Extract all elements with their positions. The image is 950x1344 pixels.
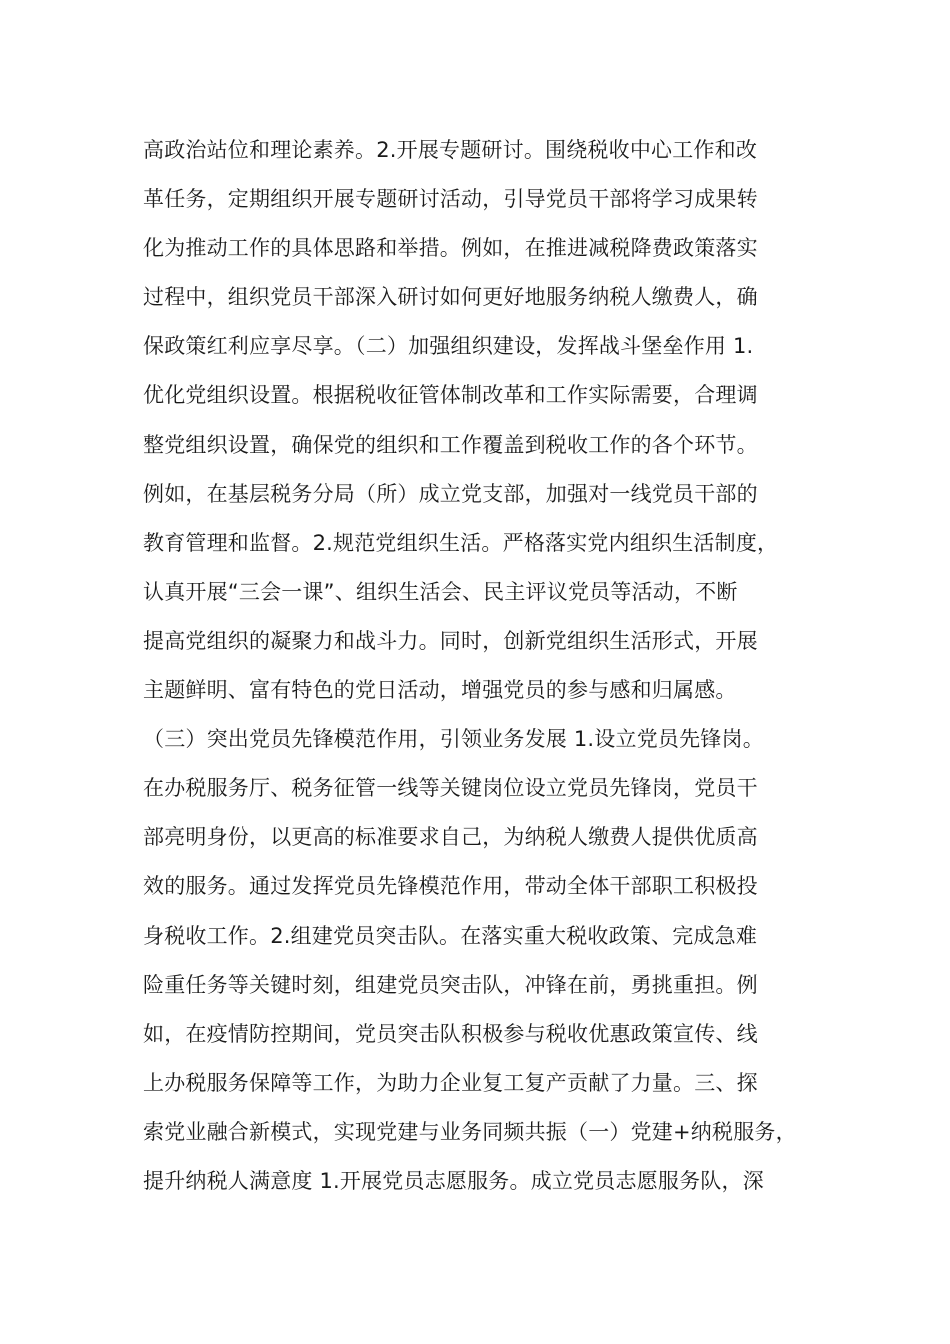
text-line: 高政治站位和理论素养。2.开展专题研讨。围绕税收中心工作和改 <box>143 138 758 162</box>
text-line: 认真开展“三会一课”、组织生活会、民主评议党员等活动，不断 <box>143 579 738 604</box>
text-line: 如，在疫情防控期间，党员突击队积极参与税收优惠政策宣传、线 <box>143 1021 758 1046</box>
text-line: （三）突出党员先锋模范作用，引领业务发展 1.设立党员先锋岗。 <box>143 727 764 752</box>
text-line: 险重任务等关键时刻，组建党员突击队，冲锋在前，勇挑重担。例 <box>143 972 758 997</box>
text-line: 例如，在基层税务分局（所）成立党支部，加强对一线党员干部的 <box>143 481 758 506</box>
text-line: 效的服务。通过发挥党员先锋模范作用，带动全体干部职工积极投 <box>143 874 758 899</box>
text-line: 保政策红利应享尽享。（二）加强组织建设，发挥战斗堡垒作用 1. <box>143 334 754 359</box>
text-line: 在办税服务厅、税务征管一线等关键岗位设立党员先锋岗，党员干 <box>143 776 758 801</box>
text-line: 教育管理和监督。2.规范党组织生活。严格落实党内组织生活制度， <box>143 530 779 555</box>
text-line: 优化党组织设置。根据税收征管体制改革和工作实际需要，合理调 <box>143 383 758 408</box>
text-line: 革任务，定期组织开展专题研讨活动，引导党员干部将学习成果转 <box>143 187 758 212</box>
text-line: 索党业融合新模式，实现党建与业务同频共振（一）党建+纳税服务， <box>143 1119 797 1144</box>
text-line: 部亮明身份，以更高的标准要求自己，为纳税人缴费人提供优质高 <box>143 825 758 850</box>
text-line: 整党组织设置，确保党的组织和工作覆盖到税收工作的各个环节。 <box>143 432 758 457</box>
text-line: 提高党组织的凝聚力和战斗力。同时，创新党组织生活形式，开展 <box>143 628 758 653</box>
text-line: 化为推动工作的具体思路和举措。例如，在推进减税降费政策落实 <box>143 236 758 261</box>
body-text <box>143 126 813 1206</box>
text-line: 身税收工作。2.组建党员突击队。在落实重大税收政策、完成急难 <box>143 923 758 948</box>
text-line: 过程中，组织党员干部深入研讨如何更好地服务纳税人缴费人，确 <box>143 285 758 310</box>
text-line: 主题鲜明、富有特色的党日活动，增强党员的参与感和归属感。 <box>143 678 737 703</box>
text-line: 提升纳税人满意度 1.开展党员志愿服务。成立党员志愿服务队，深 <box>143 1168 764 1193</box>
text-line: 上办税服务保障等工作，为助力企业复工复产贡献了力量。三、探 <box>143 1070 758 1095</box>
